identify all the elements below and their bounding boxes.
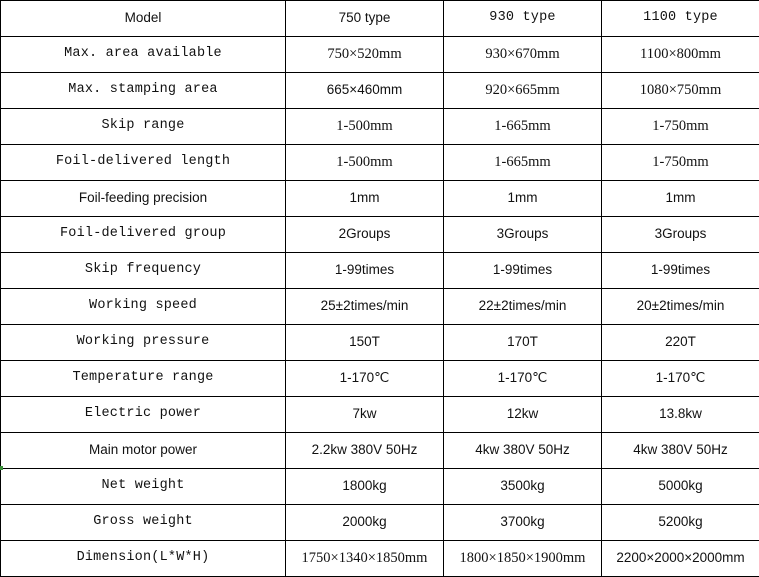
row-label: Max. area available: [1, 37, 286, 73]
row-label: Skip frequency: [1, 253, 286, 289]
row-label: Foil-delivered length: [1, 145, 286, 181]
table-row: [1, 73, 759, 109]
cell-750: 2Groups: [286, 217, 444, 253]
cell-1100: 3Groups: [602, 217, 759, 253]
row-label: Max. stamping area: [1, 73, 286, 109]
row-label: Dimension(L*W*H): [1, 541, 286, 577]
cell-1100: 1100×800mm: [602, 37, 759, 73]
table-row: [1, 145, 759, 181]
cell-1100: 1-99times: [602, 253, 759, 289]
table-row: [1, 181, 759, 217]
header-cell-model: Model: [1, 1, 286, 37]
table-row: [1, 325, 759, 361]
row-label: Foil-feeding precision: [1, 181, 286, 217]
cell-750: 2000kg: [286, 505, 444, 541]
cell-930: 170T: [444, 325, 602, 361]
cell-1100: 20±2times/min: [602, 289, 759, 325]
header-cell-930: 930 type: [444, 1, 602, 37]
table-row: [1, 109, 759, 145]
cell-930: 22±2times/min: [444, 289, 602, 325]
edge-marker: [0, 466, 3, 470]
cell-1100: 2200×2000×2000mm: [602, 541, 759, 577]
cell-930: 1-170℃: [444, 361, 602, 397]
cell-930: 12kw: [444, 397, 602, 433]
cell-1100: 13.8kw: [602, 397, 759, 433]
cell-930: 1-99times: [444, 253, 602, 289]
cell-1100: 1-750mm: [602, 109, 759, 145]
header-cell-1100: 1100 type: [602, 1, 759, 37]
table-row: [1, 433, 759, 469]
table-row: [1, 397, 759, 433]
cell-750: 665×460mm: [286, 73, 444, 109]
cell-1100: 1mm: [602, 181, 759, 217]
cell-750: 25±2times/min: [286, 289, 444, 325]
row-label: Net weight: [1, 469, 286, 505]
cell-1100: 5200kg: [602, 505, 759, 541]
cell-1100: 5000kg: [602, 469, 759, 505]
table-row: [1, 469, 759, 505]
cell-930: 920×665mm: [444, 73, 602, 109]
cell-1100: 1-750mm: [602, 145, 759, 181]
cell-930: 1-665mm: [444, 109, 602, 145]
cell-750: 1-99times: [286, 253, 444, 289]
cell-930: 4kw 380V 50Hz: [444, 433, 602, 469]
cell-1100: 220T: [602, 325, 759, 361]
cell-750: 150T: [286, 325, 444, 361]
cell-930: 1-665mm: [444, 145, 602, 181]
table-row: [1, 361, 759, 397]
cell-930: 1mm: [444, 181, 602, 217]
cell-750: 1-170℃: [286, 361, 444, 397]
table-row: [1, 541, 759, 577]
header-cell-750: 750 type: [286, 1, 444, 37]
header-row: [1, 1, 759, 37]
cell-750: 2.2kw 380V 50Hz: [286, 433, 444, 469]
row-label: Foil-delivered group: [1, 217, 286, 253]
cell-750: 1800kg: [286, 469, 444, 505]
row-label: Gross weight: [1, 505, 286, 541]
cell-750: 7kw: [286, 397, 444, 433]
table-row: [1, 289, 759, 325]
cell-750: 1mm: [286, 181, 444, 217]
cell-1100: 1080×750mm: [602, 73, 759, 109]
table-row: [1, 217, 759, 253]
table-row: [1, 253, 759, 289]
cell-930: 3Groups: [444, 217, 602, 253]
row-label: Main motor power: [1, 433, 286, 469]
cell-750: 1-500mm: [286, 145, 444, 181]
cell-930: 1800×1850×1900mm: [444, 541, 602, 577]
cell-750: 1750×1340×1850mm: [286, 541, 444, 577]
cell-930: 930×670mm: [444, 37, 602, 73]
cell-1100: 4kw 380V 50Hz: [602, 433, 759, 469]
cell-1100: 1-170℃: [602, 361, 759, 397]
row-label: Working speed: [1, 289, 286, 325]
table-row: [1, 505, 759, 541]
cell-930: 3500kg: [444, 469, 602, 505]
cell-930: 3700kg: [444, 505, 602, 541]
table-row: [1, 37, 759, 73]
row-label: Working pressure: [1, 325, 286, 361]
row-label: Skip range: [1, 109, 286, 145]
row-label: Temperature range: [1, 361, 286, 397]
row-label: Electric power: [1, 397, 286, 433]
cell-750: 1-500mm: [286, 109, 444, 145]
cell-750: 750×520mm: [286, 37, 444, 73]
